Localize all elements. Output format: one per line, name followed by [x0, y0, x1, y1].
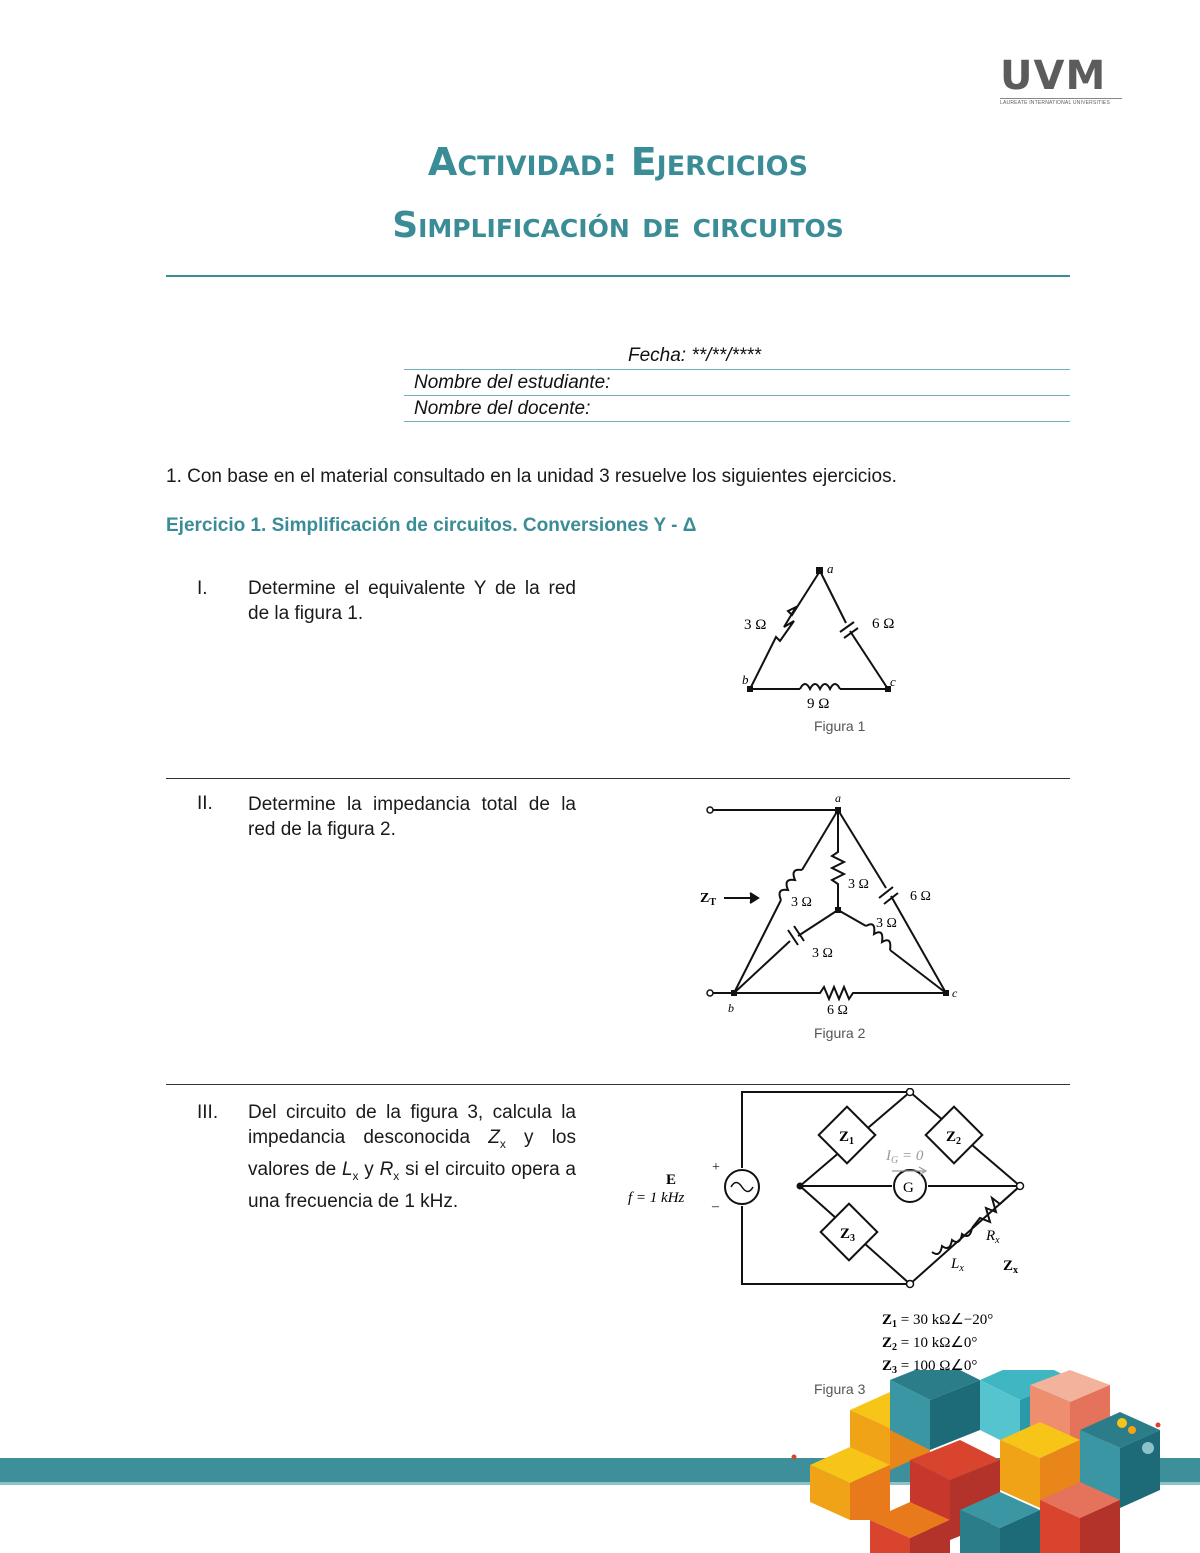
figure-caption: Figura 1	[814, 718, 866, 734]
z2-equation: $Z_2 = 10$ kΩ∠0°	[882, 1335, 978, 1353]
question-number: II.	[197, 793, 213, 814]
uvm-logo	[1000, 53, 1122, 106]
node-label-b: b	[728, 1001, 734, 1015]
resistor-label: 3 Ω	[744, 617, 767, 633]
figure-2-circuit	[690, 790, 980, 1050]
node-label-a: a	[835, 791, 841, 805]
ig-label: $I_G = 0$	[886, 1148, 924, 1166]
z1-equation: $Z_1 = 30$ kΩ∠−20°	[882, 1312, 994, 1330]
zt-label: $Z_T$	[700, 891, 717, 908]
exercise-heading: Ejercicio 1. Simplificación de circuitos. Conversiones Y - Δ	[166, 515, 697, 536]
source-label: E	[666, 1172, 677, 1188]
left-inductor-label: 3 Ω	[791, 895, 812, 910]
node-label-b: b	[742, 672, 749, 687]
galvanometer-label: G	[903, 1180, 914, 1196]
figure-3-circuit	[620, 1088, 1040, 1400]
z1-label: $Z_1$	[839, 1129, 855, 1147]
z3-label: $Z_3$	[840, 1226, 856, 1244]
node-label-c: c	[890, 674, 896, 689]
field-line	[404, 395, 1070, 396]
logo-text: UVM	[1000, 53, 1107, 99]
inductor-label: 9 Ω	[807, 696, 830, 712]
right-capacitor-label: 6 Ω	[910, 889, 931, 904]
instructions: 1. Con base en el material consultado en la unidad 3 resuelve los siguientes ejercicios.	[166, 466, 897, 487]
figure-caption: Figura 3	[814, 1381, 866, 1397]
figure-caption: Figura 2	[814, 1025, 866, 1041]
bottom-resistor-label: 6 Ω	[827, 1003, 848, 1018]
question-text: Del circuito de la figura 3, calcula la impedancia desconocida $Z_x$ y los valores de $L_x$ y $R_x$ si el circuito opera a una frecuencia de 1 kHz.	[248, 1102, 577, 1212]
field-line	[404, 369, 1070, 370]
student-name-field: Nombre del estudiante:	[414, 372, 611, 393]
section-divider	[166, 778, 1070, 779]
question-number: III.	[197, 1102, 219, 1123]
minus-sign: –	[712, 1199, 719, 1214]
date-field: Fecha: **/**/****	[628, 345, 762, 366]
section-divider	[166, 1084, 1070, 1085]
question-number: I.	[197, 578, 208, 599]
rx-label: $R_x$	[986, 1228, 1000, 1246]
center-left-label: 3 Ω	[812, 946, 833, 961]
z2-label: $Z_2$	[946, 1129, 962, 1147]
node-label-c: c	[952, 986, 958, 1000]
question-text: Determine la impedancia total de la red de la figura 2.	[248, 794, 576, 840]
teacher-name-field: Nombre del docente:	[414, 398, 591, 419]
zx-label: $Z_x$	[1003, 1258, 1019, 1276]
center-right-label: 3 Ω	[876, 916, 897, 931]
frequency-label: f = 1 kHz	[628, 1190, 685, 1206]
decorative-cubes	[790, 1370, 1200, 1553]
z3-equation: $Z_3 = 100$ Ω∠0°	[882, 1358, 978, 1376]
page-title: Actividad: Ejercicios	[427, 140, 809, 184]
question-text: Determine el equivalente Y de la red de la figura 1.	[248, 578, 576, 624]
field-line	[404, 421, 1070, 422]
page-subtitle: Simplificación de circuitos	[392, 205, 844, 246]
capacitor-label: 6 Ω	[872, 616, 895, 632]
plus-sign: +	[712, 1160, 720, 1175]
lx-label: $L_x$	[951, 1256, 964, 1274]
logo-subtitle: LAUREATE INTERNATIONAL UNIVERSITIES	[1000, 98, 1122, 106]
figure-1-circuit	[730, 555, 910, 740]
center-top-label: 3 Ω	[848, 877, 869, 892]
title-divider	[166, 275, 1070, 277]
node-label-a: a	[827, 561, 834, 576]
